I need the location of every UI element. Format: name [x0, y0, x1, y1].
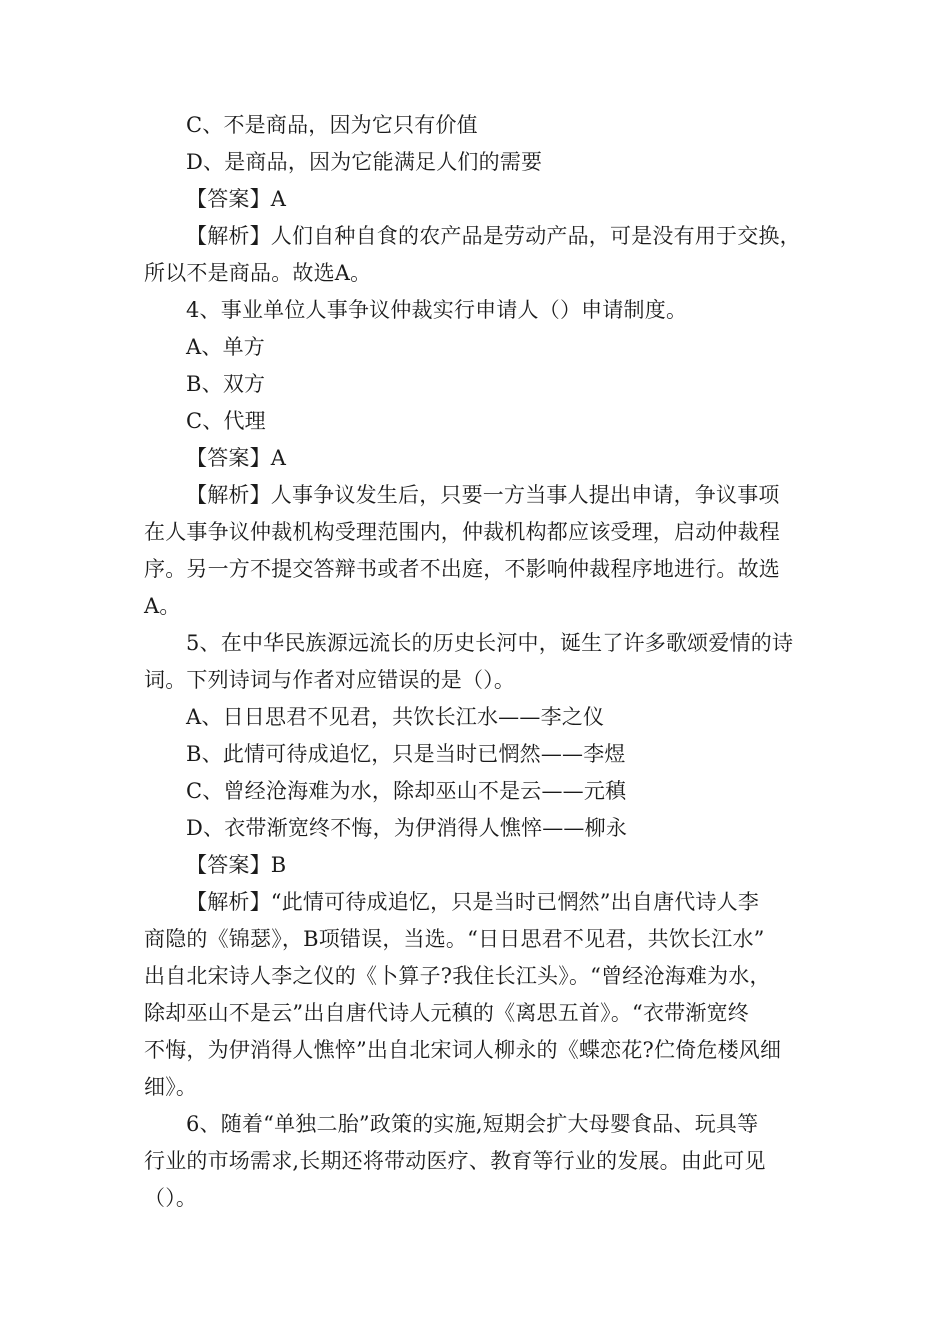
analysis-line: 序。另一方不提交答辩书或者不出庭，不影响仲裁程序地进行。故选 [144, 557, 780, 581]
analysis-line: 【解析】“此情可待成追忆，只是当时已惘然”出自唐代诗人李 [186, 890, 760, 914]
option-c: C、代理 [186, 409, 266, 433]
answer-line: 【答案】A [186, 187, 287, 211]
analysis-line: 不悔，为伊消得人憔悴”出自北宋词人柳永的《蝶恋花?伫倚危楼风细 [144, 1038, 782, 1062]
analysis-line: 【解析】人们自种自食的农产品是劳动产品，可是没有用于交换， [186, 224, 801, 248]
analysis-line: 商隐的《锦瑟》，B项错误，当选。“日日思君不见君，共饮长江水” [144, 927, 765, 951]
option-b: B、双方 [186, 372, 266, 396]
question-4: 4、事业单位人事争议仲裁实行申请人（）申请制度。 [186, 298, 688, 322]
option-a: A、单方 [186, 335, 265, 359]
question-6: （）。 [144, 1186, 198, 1210]
answer-line: 【答案】A [186, 446, 287, 470]
analysis-line: A。 [144, 594, 181, 618]
answer-line: 【答案】B [186, 853, 287, 877]
option-c: C、曾经沧海难为水，除却巫山不是云——元稹 [186, 779, 627, 803]
analysis-line: 细》。 [144, 1075, 198, 1099]
question-5: 词。下列诗词与作者对应错误的是（）。 [144, 668, 516, 692]
question-6: 行业的市场需求,长期还将带动医疗、教育等行业的发展。由此可见 [144, 1149, 766, 1173]
analysis-line: 【解析】人事争议发生后，只要一方当事人提出申请，争议事项 [186, 483, 780, 507]
document-page [144, 107, 810, 1217]
analysis-line: 在人事争议仲裁机构受理范围内，仲裁机构都应该受理，启动仲裁程 [144, 520, 780, 544]
option-d: D、衣带渐宽终不悔，为伊消得人憔悴——柳永 [186, 816, 628, 840]
analysis-line: 除却巫山不是云”出自唐代诗人元稹的《离思五首》。“衣带渐宽终 [144, 1001, 749, 1025]
analysis-line: 出自北宋诗人李之仪的《卜算子?我住长江头》。“曾经沧海难为水， [144, 964, 771, 988]
option-d: D、是商品，因为它能满足人们的需要 [186, 150, 543, 174]
option-a: A、日日思君不见君，共饮长江水——李之仪 [186, 705, 605, 729]
option-c: C、不是商品，因为它只有价值 [186, 113, 478, 137]
analysis-line: 所以不是商品。故选A。 [144, 261, 372, 285]
question-5: 5、在中华民族源远流长的历史长河中，诞生了许多歌颂爱情的诗 [186, 631, 794, 655]
question-6: 6、随着“单独二胎”政策的实施,短期会扩大母婴食品、玩具等 [186, 1112, 759, 1136]
option-b: B、此情可待成追忆，只是当时已惘然——李煜 [186, 742, 626, 766]
